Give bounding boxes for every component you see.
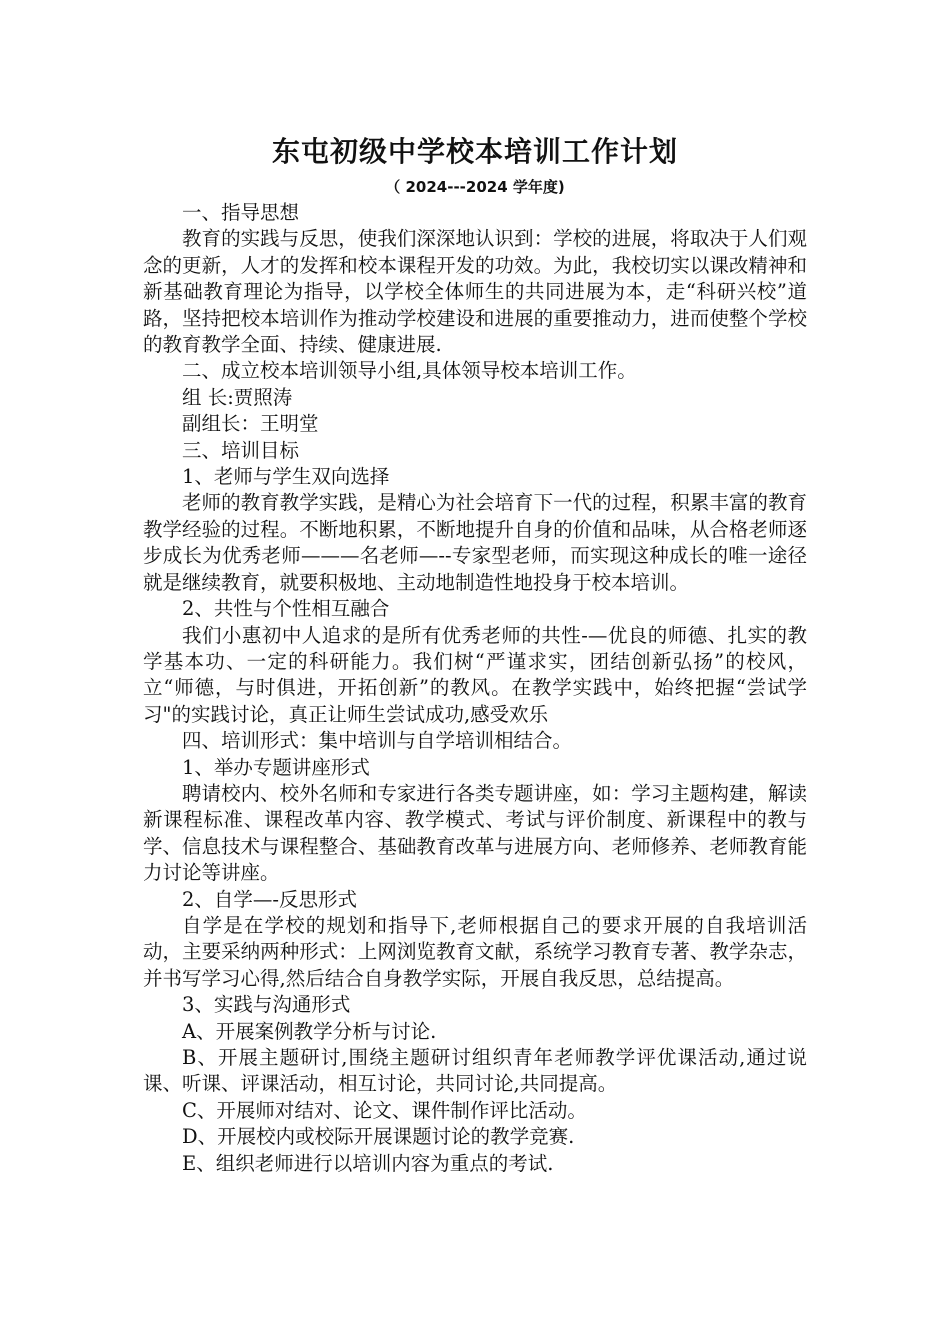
paragraph-guiding-ideology: 教育的实践与反思，使我们深深地认识到：学校的进展，将取决于人们观念的更新，人才的发挥和校本课程开发的功效。为此，我校切实以课改精神和新基础教育理论为指导，以学校全体师生的共同进展为本，走“科研兴校”道路，坚持把校本培训作为推动学校建设和进展的重要推动力，进而使整个学校的教育教学全面、持续、健康进展. xyxy=(143,227,807,357)
list-item-d: D、开展校内或校际开展课题讨论的教学竞赛. xyxy=(182,1125,575,1149)
subheading-self-study: 2、自学—-反思形式 xyxy=(182,887,357,911)
subheading-two-way-selection: 1、老师与学生双向选择 xyxy=(182,465,390,489)
paragraph-lectures: 聘请校内、校外名师和专家进行各类专题讲座，如：学习主题构建，解读新课程标准、课程改革内容、教学模式、考试与评价制度、新课程中的教与学、信息技术与课程整合、基础教育改革与进展方向、老师修养、老师教育能力讨论等讲座。 xyxy=(143,781,807,885)
heading-leadership-group: 二、成立校本培训领导小组,具体领导校本培训工作。 xyxy=(182,359,637,383)
subheading-lectures: 1、举办专题讲座形式 xyxy=(182,755,370,779)
group-leader: 组 长:贾照涛 xyxy=(182,385,293,409)
paragraph-self-study: 自学是在学校的规划和指导下,老师根据自己的要求开展的自我培训活动，主要采纳两种形式：上网浏览教育文献，系统学习教育专著、教学杂志，并书写学习心得,然后结合自身教学实际，开展自我反思，总结提高。 xyxy=(143,913,807,990)
list-item-a: A、开展案例教学分析与讨论. xyxy=(182,1019,437,1043)
list-item-c: C、开展师对结对、论文、课件制作评比活动。 xyxy=(182,1098,587,1122)
heading-training-goals: 三、培训目标 xyxy=(182,438,300,462)
paragraph-two-way-selection: 老师的教育教学实践，是精心为社会培育下一代的过程，积累丰富的教育教学经验的过程。不断地积累，不断地提升自身的价值和品味，从合格老师逐步成长为优秀老师———名老师—--专家型老师，而实现这种成长的唯一途径就是继续教育，就要积极地、主动地制造性地投身于校本培训。 xyxy=(143,491,807,594)
heading-training-forms: 四、培训形式：集中培训与自学培训相结合。 xyxy=(182,729,573,753)
document-title: 东屯初级中学校本培训工作计划 xyxy=(271,135,678,168)
list-item-b: B、开展主题研讨,围绕主题研讨组织青年老师教学评优课活动,通过说课、听课、评课活动，相互讨论，共同讨论,共同提高。 xyxy=(143,1046,807,1096)
subheading-commonality-individuality: 2、共性与个性相互融合 xyxy=(182,597,390,621)
document-content xyxy=(143,130,807,1177)
deputy-group-leader: 副组长：王明堂 xyxy=(182,412,319,436)
paragraph-commonality-individuality: 我们小惠初中人追求的是所有优秀老师的共性-—优良的师德、扎实的教学基本功、一定的科研能力。我们树“严谨求实，团结创新弘扬”的校风，立“师德，与时俱进，开拓创新”的教风。在教学实践中，始终把握“尝试学习"的实践讨论，真正让师生尝试成功,感受欢乐 xyxy=(143,623,807,726)
heading-guiding-ideology: 一、指导思想 xyxy=(182,201,300,224)
list-item-e: E、组织老师进行以培训内容为重点的考试. xyxy=(182,1151,554,1175)
document-subtitle: （ 2024---2024 学年度) xyxy=(385,178,565,196)
subheading-practice-communication: 3、实践与沟通形式 xyxy=(182,993,351,1017)
